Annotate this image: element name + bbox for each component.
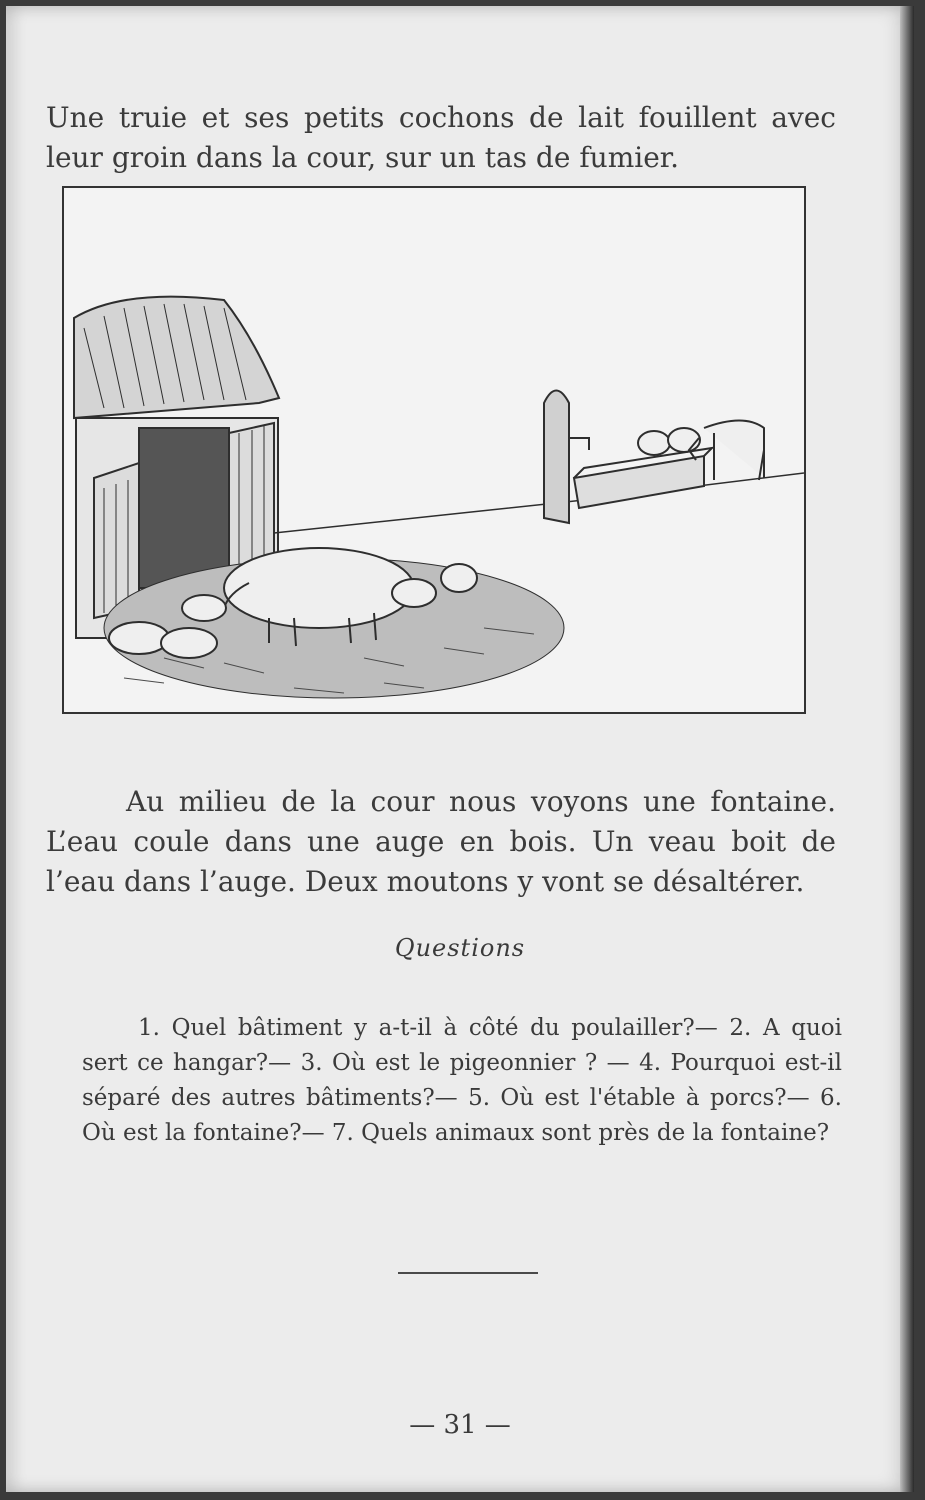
page-number: — 31 — bbox=[409, 1410, 511, 1440]
questions-list: 1. Quel bâtiment y a-t-il à côté du poulailler?— 2. A quoi sert ce hangar?— 3. Où est le pigeonnier ? — 4. Pourquoi est-il séparé des autres bâtiments?— 5. Où est l'étable à porcs?— 6. Où est la fontaine?— 7. Quels animaux sont près de la fontaine? bbox=[82, 1015, 842, 1146]
page-edge-shadow bbox=[900, 6, 914, 1492]
questions-title: Questions bbox=[394, 934, 526, 962]
farmyard-illustration bbox=[62, 186, 806, 714]
main-paragraph: Au milieu de la cour nous voyons une fontaine. L’eau coule dans une auge en bois. Un veau boit de l’eau dans l’auge. Deux moutons y vont se désaltérer. bbox=[46, 785, 836, 898]
intro-text: Une truie et ses petits cochons de lait fouillent avec leur groin dans la cour, sur un tas de fumier. bbox=[46, 101, 836, 174]
book-page bbox=[6, 6, 914, 1492]
section-divider bbox=[398, 1272, 538, 1274]
